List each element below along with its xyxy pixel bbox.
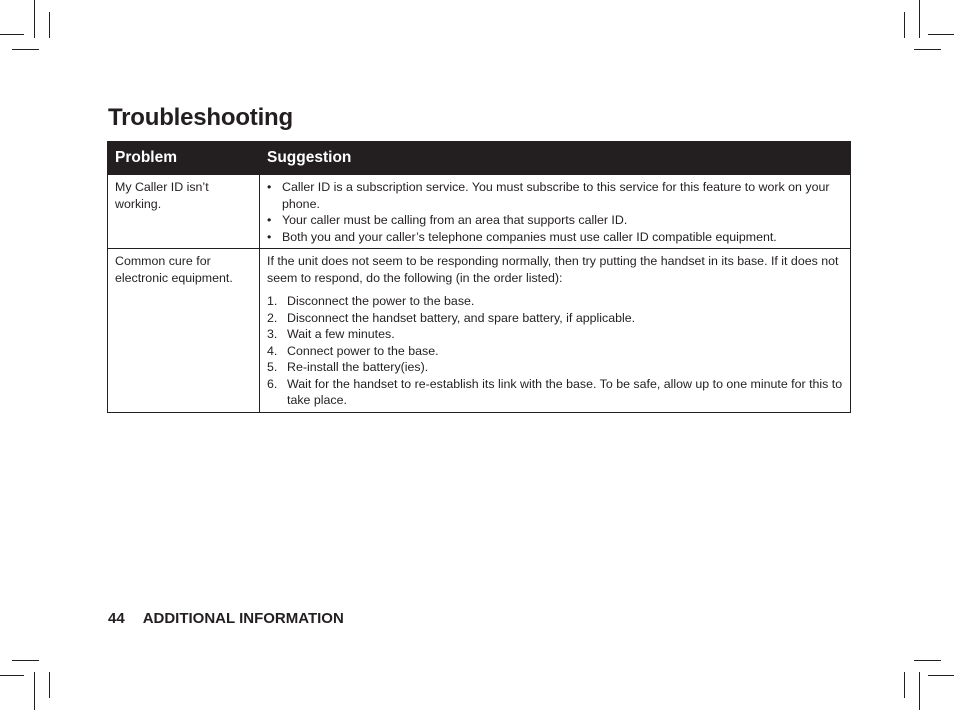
step-text: Connect power to the base. [287,343,439,358]
suggestion-cell [260,175,851,249]
suggestion-bullet-list [267,179,844,245]
crop-mark [904,12,905,38]
page-title: Troubleshooting [108,104,293,131]
step-text: Re-install the battery(ies). [287,360,429,374]
crop-mark [0,34,24,35]
step-number: 3. [267,327,278,341]
crop-mark [928,675,954,676]
section-name: ADDITIONAL INFORMATION [142,610,344,627]
step-text: Disconnect the power to the base. [287,294,475,308]
list-item [267,376,844,409]
table-row [108,175,851,249]
step-text: Disconnect the handset battery, and spare battery, if applicable. [287,310,636,325]
crop-mark [904,672,905,698]
crop-mark [919,672,920,710]
crop-mark [49,12,50,38]
crop-mark [914,49,941,50]
step-number: 5. [267,360,278,374]
list-item [267,326,844,343]
problem-cell: My Caller ID isn’t working. [108,175,260,249]
suggestion-cell [260,249,851,413]
list-item: • Both you and your caller’s telephone companies must use caller ID compatible equipment. [267,229,844,246]
problem-cell: Common cure for electronic equipment. [108,249,260,413]
crop-mark [49,672,50,698]
step-number: 6. [267,376,278,391]
list-item [267,310,844,327]
crop-mark [0,675,24,676]
crop-mark [34,672,35,710]
crop-mark [12,660,39,661]
step-number: 4. [267,343,278,358]
list-item: • Your caller must be calling from an area that supports caller ID. [267,212,844,229]
troubleshooting-table [107,141,851,413]
column-header-suggestion: Suggestion [260,142,851,175]
page-footer [108,610,344,627]
crop-mark [928,34,954,35]
step-text: Wait for the handset to re-establish its link with the base. To be safe, allow up to one minute for this to take place. [287,376,843,407]
suggestion-step-list [267,293,844,409]
table-header-row [108,142,851,175]
list-item [267,359,844,376]
column-header-problem: Problem [108,142,260,175]
crop-mark [914,660,941,661]
crop-mark [34,0,35,38]
step-number: 2. [267,310,278,325]
list-item [267,293,844,310]
step-text: Wait a few minutes. [287,327,395,341]
step-number: 1. [267,294,278,308]
table-row [108,249,851,413]
crop-mark [12,49,39,50]
list-item: • Caller ID is a subscription service. You must subscribe to this service for this feature to work on your phone. [267,179,844,212]
crop-mark [919,0,920,38]
list-item [267,343,844,360]
suggestion-intro: If the unit does not seem to be responding normally, then try putting the handset in its base. If it does not seem to respond, do the following (in the order listed): [267,254,839,285]
page-number: 44 [108,610,125,627]
